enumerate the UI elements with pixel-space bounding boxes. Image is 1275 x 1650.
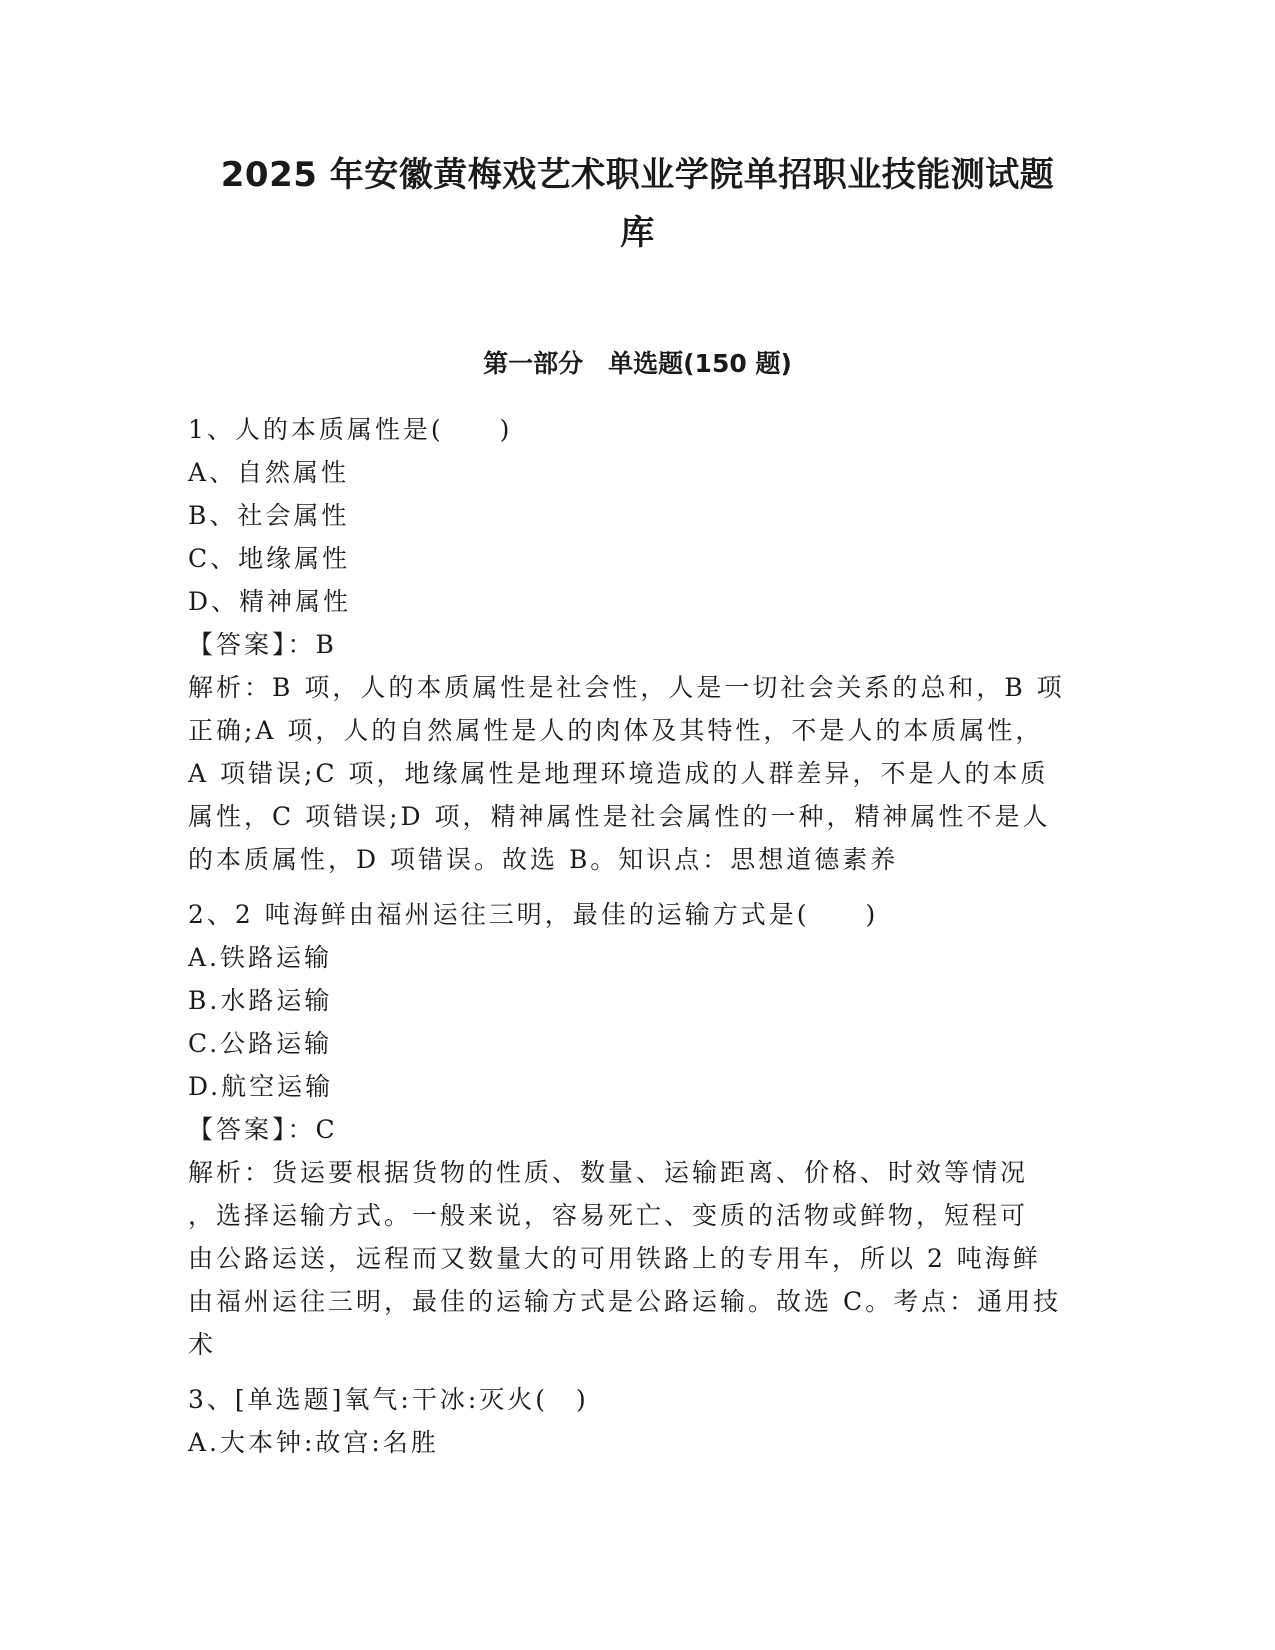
question-stem: 3、[单选题]氧气:干冰:灭火( ) (188, 1385, 589, 1414)
option-a: A.大本钟:故宫:名胜 (188, 1428, 439, 1457)
question-2 (188, 893, 1088, 1366)
option-a: A、自然属性 (188, 458, 350, 487)
question-spacer (188, 881, 1088, 893)
explanation (188, 666, 1088, 881)
question-stem: 2、2 吨海鲜由福州运往三明，最佳的运输方式是( ) (188, 900, 879, 929)
explanation-line: ，选择运输方式。一般来说，容易死亡、变质的活物或鲜物，短程可 (188, 1201, 1029, 1230)
explanation (188, 1151, 1088, 1366)
option-b: B、社会属性 (188, 501, 350, 530)
option-c: C.公路运输 (188, 1029, 333, 1058)
answer: 【答案】：C (188, 1115, 338, 1144)
explanation-line: 的本质属性，D 项错误。故选 B。知识点：思想道德素养 (188, 845, 899, 874)
explanation-line: 正确;A 项，人的自然属性是人的肉体及其特性，不是人的本质属性， (188, 716, 1044, 745)
question-spacer (188, 1366, 1088, 1378)
explanation-line: 由福州运往三明，最佳的运输方式是公路运输。故选 C。考点：通用技 (188, 1287, 1062, 1316)
answer: 【答案】：B (188, 630, 337, 659)
document-title-line-1: 2025 年安徽黄梅戏艺术职业学院单招职业技能测试题 (220, 155, 1055, 195)
section-title: 第一部分 单选题(150 题) (483, 349, 792, 378)
explanation-line: 属性，C 项错误;D 项，精神属性是社会属性的一种，精神属性不是人 (188, 802, 1051, 831)
question-3 (188, 1378, 1088, 1464)
explanation-line: 术 (188, 1330, 217, 1359)
document-title-line-2: 库 (620, 213, 655, 253)
question-1 (188, 408, 1088, 881)
explanation-line: 由公路运送，远程而又数量大的可用铁路上的专用车，所以 2 吨海鲜 (188, 1244, 1041, 1273)
option-a: A.铁路运输 (188, 943, 333, 972)
option-c: C、地缘属性 (188, 544, 351, 573)
explanation-line: 解析：B 项，人的本质属性是社会性，人是一切社会关系的总和，B 项 (188, 673, 1065, 702)
explanation-line: A 项错误;C 项，地缘属性是地理环境造成的人群差异，不是人的本质 (188, 759, 1049, 788)
option-d: D、精神属性 (188, 587, 352, 616)
question-list (188, 408, 1088, 1464)
question-stem: 1、人的本质属性是( ) (188, 415, 513, 444)
option-d: D.航空运输 (188, 1072, 334, 1101)
document-title (150, 146, 1125, 262)
explanation-line: 解析：货运要根据货物的性质、数量、运输距离、价格、时效等情况 (188, 1158, 1029, 1187)
option-b: B.水路运输 (188, 986, 333, 1015)
